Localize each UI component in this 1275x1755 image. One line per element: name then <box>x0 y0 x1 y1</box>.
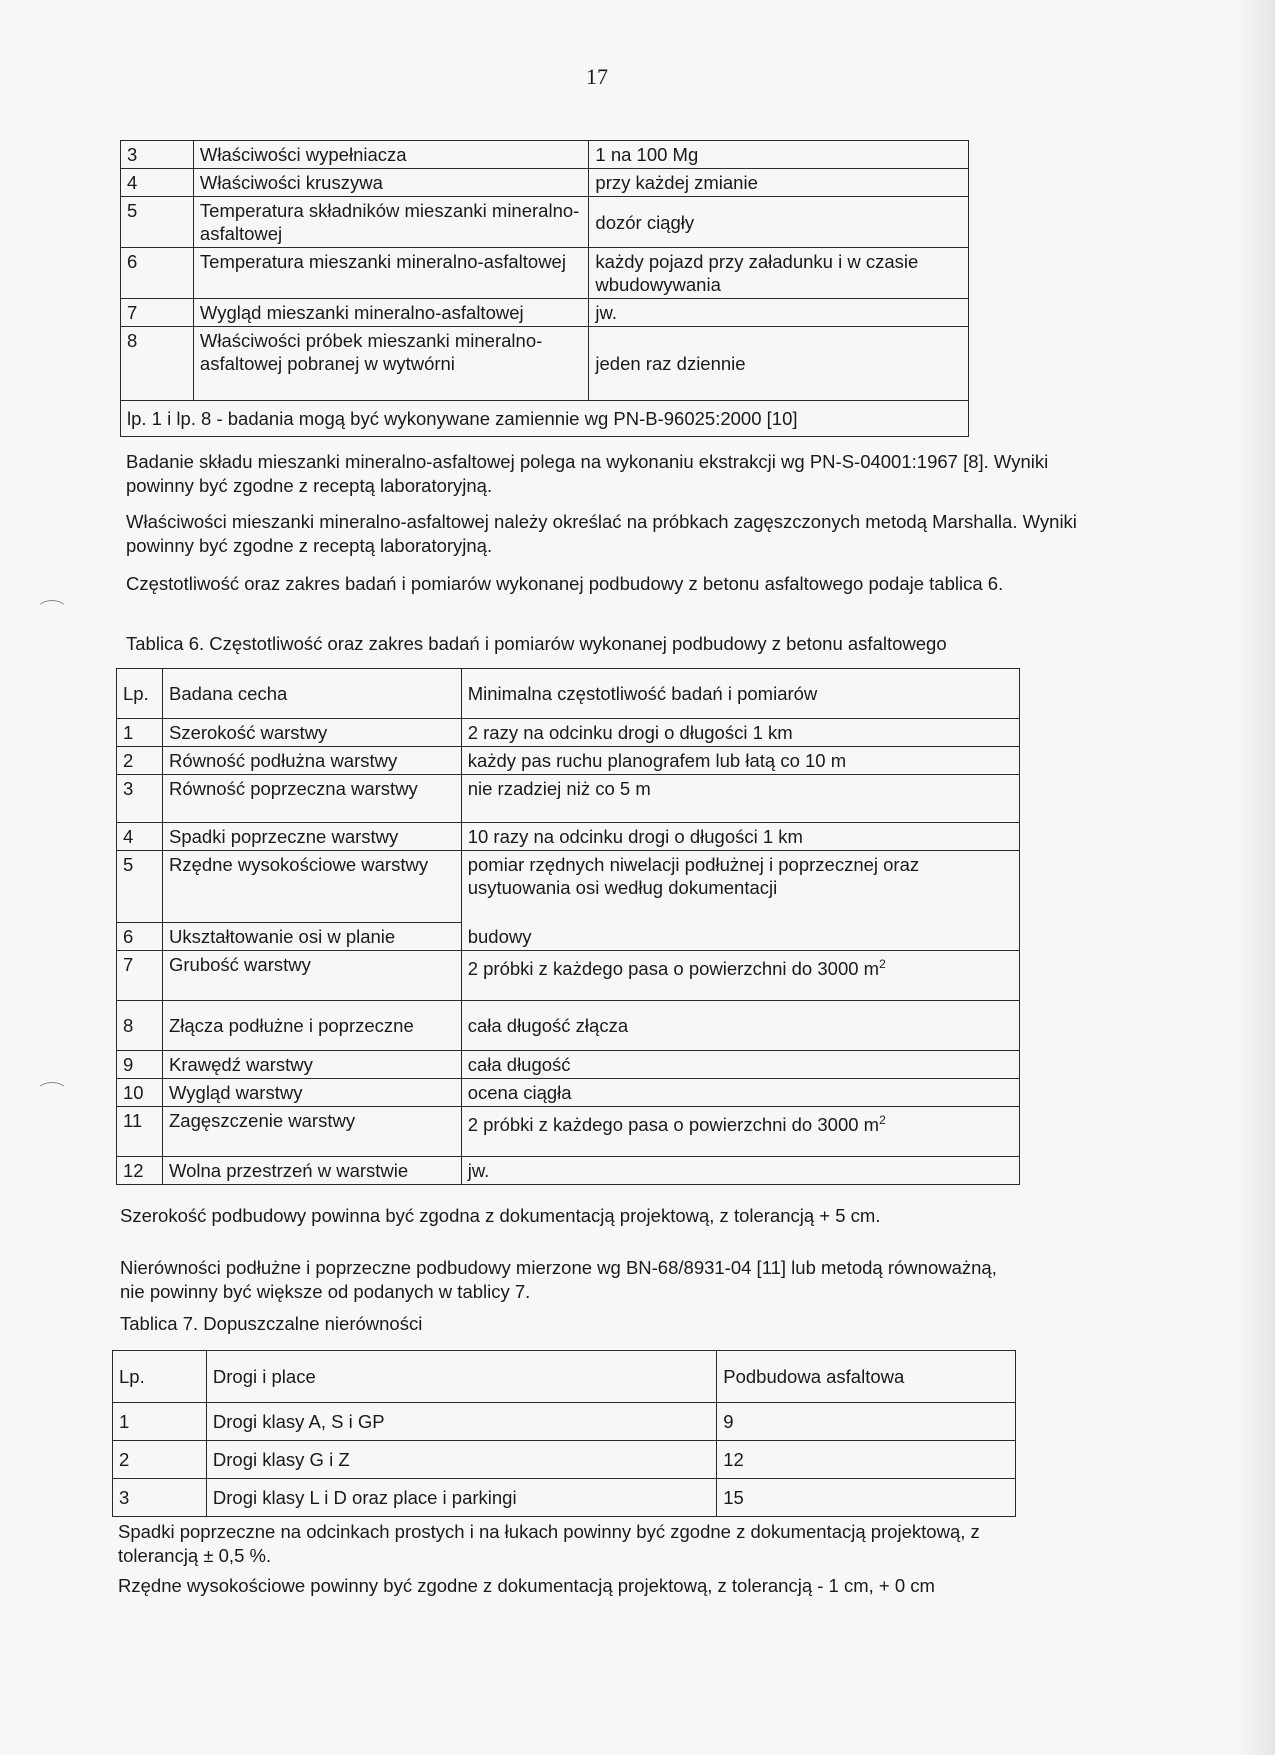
feature-cell: Rzędne wysokościowe warstwy <box>162 851 461 923</box>
frequency-cell <box>461 951 1019 1001</box>
frequency-cell: jw. <box>461 1157 1019 1185</box>
lp-cell: 8 <box>117 1001 163 1051</box>
table7-caption: Tablica 7. Dopuszczalne nierówności <box>120 1313 423 1334</box>
frequency-cell: nie rzadziej niż co 5 m <box>461 775 1019 823</box>
table-row <box>117 951 1020 1001</box>
frequency-cell: dozór ciągły <box>589 197 969 248</box>
table-row <box>117 1001 1020 1051</box>
property-cell: Temperatura składników mieszanki mineralno-asfaltowej <box>193 197 589 248</box>
table-row <box>117 1051 1020 1079</box>
table-header-row <box>117 669 1020 719</box>
lp-cell: 4 <box>121 169 194 197</box>
paragraph: Badanie składu mieszanki mineralno-asfaltowej polega na wykonaniu ekstrakcji wg PN-S-04001:1967 [8]. Wyniki powinny być zgodne z receptą laboratoryjną. <box>126 451 1049 496</box>
table-row <box>117 1107 1020 1157</box>
property-cell: Właściwości kruszywa <box>193 169 589 197</box>
frequency-cell: każdy pas ruchu planografem lub łatą co 10 m <box>461 747 1019 775</box>
lp-cell: 8 <box>121 327 194 401</box>
lp-cell: 1 <box>117 719 163 747</box>
lp-cell: 3 <box>117 775 163 823</box>
property-cell: Właściwości próbek mieszanki mineralno-asfaltowej pobranej w wytwórni <box>193 327 589 401</box>
lp-cell: 4 <box>117 823 163 851</box>
lp-cell: 7 <box>121 299 194 327</box>
table-row <box>121 248 969 299</box>
paragraph: Częstotliwość oraz zakres badań i pomiarów wykonanej podbudowy z betonu asfaltowego podaje tablica 6. <box>126 573 1004 594</box>
lp-cell: 5 <box>121 197 194 248</box>
frequency-text-cont: budowy <box>467 926 532 947</box>
frequency-cell: 2 razy na odcinku drogi o długości 1 km <box>461 719 1019 747</box>
lp-cell: 2 <box>113 1441 207 1479</box>
table-6 <box>116 668 1020 1185</box>
paragraph: Rzędne wysokościowe powinny być zgodne z dokumentacją projektową, z tolerancją - 1 cm, + 0 cm <box>118 1575 935 1596</box>
table-row <box>117 747 1020 775</box>
feature-cell: Ukształtowanie osi w planie <box>162 923 461 951</box>
frequency-cell: jeden raz dziennie <box>589 327 969 401</box>
frequency-cell: każdy pojazd przy załadunku i w czasie wbudowywania <box>589 248 969 299</box>
feature-cell: Spadki poprzeczne warstwy <box>162 823 461 851</box>
table-row <box>113 1403 1016 1441</box>
header-frequency: Minimalna częstotliwość badań i pomiarów <box>461 669 1019 719</box>
table-row <box>117 775 1020 823</box>
lp-cell: 3 <box>113 1479 207 1517</box>
frequency-cell: cała długość <box>461 1051 1019 1079</box>
table-row <box>113 1441 1016 1479</box>
header-feature: Badana cecha <box>162 669 461 719</box>
paragraph: Szerokość podbudowy powinna być zgodna z dokumentacją projektową, z tolerancją + 5 cm. <box>120 1205 881 1226</box>
frequency-text: 2 próbki z każdego pasa o powierzchni do 3000 m <box>467 1114 880 1136</box>
superscript: 2 <box>879 957 886 971</box>
frequency-text: 2 próbki z każdego pasa o powierzchni do 3000 m <box>467 958 880 980</box>
header-roads: Drogi i place <box>206 1351 716 1403</box>
header-lp: Lp. <box>117 669 163 719</box>
header-lp: Lp. <box>113 1351 207 1403</box>
frequency-cell: przy każdej zmianie <box>589 169 969 197</box>
table-row <box>117 823 1020 851</box>
table-row <box>117 1079 1020 1107</box>
property-cell: Właściwości wypełniacza <box>193 141 589 169</box>
frequency-text: pomiar rzędnych niwelacji podłużnej i poprzecznej oraz usytuowania osi według dokumentacji <box>467 854 920 898</box>
table-7 <box>112 1350 1016 1517</box>
scan-mark <box>36 600 68 622</box>
value-cell: 15 <box>717 1479 1016 1517</box>
lp-cell: 12 <box>117 1157 163 1185</box>
feature-cell: Grubość warstwy <box>162 951 461 1001</box>
table-row <box>117 719 1020 747</box>
header-value: Podbudowa asfaltowa <box>717 1351 1016 1403</box>
frequency-cell: jw. <box>589 299 969 327</box>
page-edge-shadow <box>1235 0 1275 1755</box>
table-header-row <box>113 1351 1016 1403</box>
table-row <box>121 169 969 197</box>
lp-cell: 9 <box>117 1051 163 1079</box>
frequency-cell: 10 razy na odcinku drogi o długości 1 km <box>461 823 1019 851</box>
table-footnote-row <box>121 401 969 437</box>
table-top <box>120 140 969 437</box>
feature-cell: Równość podłużna warstwy <box>162 747 461 775</box>
table6-caption: Tablica 6. Częstotliwość oraz zakres badań i pomiarów wykonanej podbudowy z betonu asfaltowego <box>126 633 947 654</box>
lp-cell: 6 <box>117 923 163 951</box>
property-cell: Wygląd mieszanki mineralno-asfaltowej <box>193 299 589 327</box>
paragraph: Właściwości mieszanki mineralno-asfaltowej należy określać na próbkach zagęszczonych metodą Marshalla. Wyniki powinny być zgodne z receptą laboratoryjną. <box>126 511 1077 556</box>
table-row <box>117 1157 1020 1185</box>
page-number: 17 <box>586 64 608 89</box>
lp-cell: 11 <box>117 1107 163 1157</box>
lp-cell: 7 <box>117 951 163 1001</box>
table-footnote: lp. 1 i lp. 8 - badania mogą być wykonywane zamiennie wg PN-B-96025:2000 [10] <box>121 401 969 437</box>
table-row <box>121 141 969 169</box>
feature-cell: Równość poprzeczna warstwy <box>162 775 461 823</box>
feature-cell: Złącza podłużne i poprzeczne <box>162 1001 461 1051</box>
superscript: 2 <box>879 1113 886 1127</box>
lp-cell: 1 <box>113 1403 207 1441</box>
feature-cell: Wygląd warstwy <box>162 1079 461 1107</box>
frequency-cell: ocena ciągła <box>461 1079 1019 1107</box>
paragraph: Spadki poprzeczne na odcinkach prostych i na łukach powinny być zgodne z dokumentacją projektową, z tolerancją ± 0,5 %. <box>118 1521 980 1566</box>
scan-mark <box>36 1082 68 1104</box>
table-row <box>121 299 969 327</box>
feature-cell: Krawędź warstwy <box>162 1051 461 1079</box>
feature-cell: Zagęszczenie warstwy <box>162 1107 461 1157</box>
table-row <box>117 851 1020 923</box>
lp-cell: 5 <box>117 851 163 923</box>
property-cell: Temperatura mieszanki mineralno-asfaltowej <box>193 248 589 299</box>
table-row <box>121 327 969 401</box>
frequency-cell <box>461 851 1019 951</box>
lp-cell: 6 <box>121 248 194 299</box>
paragraph: Nierówności podłużne i poprzeczne podbudowy mierzone wg BN-68/8931-04 [11] lub metodą równoważną, nie powinny być większe od podanych w tablicy 7. <box>120 1257 997 1302</box>
frequency-cell: cała długość złącza <box>461 1001 1019 1051</box>
roads-cell: Drogi klasy A, S i GP <box>206 1403 716 1441</box>
frequency-cell <box>461 1107 1019 1157</box>
lp-cell: 10 <box>117 1079 163 1107</box>
value-cell: 9 <box>717 1403 1016 1441</box>
frequency-cell: 1 na 100 Mg <box>589 141 969 169</box>
roads-cell: Drogi klasy G i Z <box>206 1441 716 1479</box>
roads-cell: Drogi klasy L i D oraz place i parkingi <box>206 1479 716 1517</box>
value-cell: 12 <box>717 1441 1016 1479</box>
lp-cell: 2 <box>117 747 163 775</box>
feature-cell: Szerokość warstwy <box>162 719 461 747</box>
table-row <box>121 197 969 248</box>
table-row <box>113 1479 1016 1517</box>
feature-cell: Wolna przestrzeń w warstwie <box>162 1157 461 1185</box>
lp-cell: 3 <box>121 141 194 169</box>
